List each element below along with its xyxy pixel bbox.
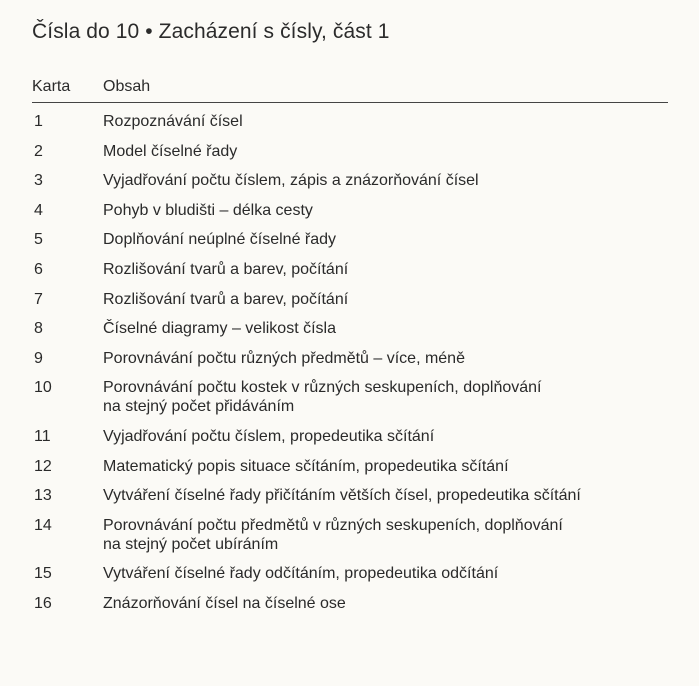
card-content: Porovnávání počtu předmětů v různých seskupeních, doplňování na stejný počet ubíráním [103, 516, 563, 553]
card-number: 10 [34, 379, 52, 397]
column-header-card: Karta [32, 78, 71, 95]
card-content: Pohyb v bludišti – délka cesty [103, 201, 313, 219]
table-row [32, 564, 672, 583]
card-number: 14 [34, 516, 52, 534]
card-number: 12 [34, 457, 52, 475]
card-content: Číselné diagramy – velikost čísla [103, 320, 336, 338]
card-number: 15 [34, 565, 52, 583]
card-number: 8 [34, 320, 43, 338]
table-header [32, 78, 668, 103]
table-row [32, 516, 672, 554]
card-number: 11 [34, 427, 51, 445]
table-row [32, 457, 672, 476]
table-row [32, 230, 672, 249]
card-content: Rozpoznávání čísel [103, 113, 243, 130]
card-content: Porovnávání počtu různých předmětů – více, méně [103, 349, 465, 367]
card-number: 9 [34, 349, 43, 367]
table-row [32, 260, 672, 279]
table-row [32, 427, 672, 446]
table-row [32, 171, 672, 190]
card-content: Vyjadřování počtu číslem, propedeutika sčítání [103, 427, 435, 445]
table-row [32, 290, 672, 309]
card-number: 2 [34, 142, 43, 160]
card-number: 3 [34, 172, 43, 190]
card-content: Porovnávání počtu kostek v různých seskupeních, doplňování na stejný počet přidáváním [103, 379, 542, 416]
table-body [32, 112, 672, 624]
card-number: 5 [34, 231, 43, 249]
table-row [32, 486, 672, 505]
table-row [32, 594, 672, 613]
card-content: Vytváření číselné řady odčítáním, propedeutika odčítání [103, 565, 499, 583]
card-content: Doplňování neúplné číselné řady [103, 231, 337, 249]
card-number: 1 [34, 113, 43, 130]
column-header-content: Obsah [103, 78, 151, 95]
table-row [32, 378, 672, 416]
card-content: Model číselné řady [103, 142, 238, 160]
card-number: 6 [34, 260, 43, 278]
card-number: 16 [34, 594, 52, 612]
card-number: 13 [34, 487, 52, 505]
page-title: Čísla do 10 • Zacházení s čísly, část 1 [32, 20, 390, 43]
card-number: 7 [34, 290, 43, 308]
card-content: Rozlišování tvarů a barev, počítání [103, 290, 349, 308]
card-content: Rozlišování tvarů a barev, počítání [103, 260, 349, 278]
table-row [32, 142, 672, 161]
card-content: Znázorňování čísel na číselné ose [103, 594, 346, 612]
table-row [32, 349, 672, 368]
table-row [32, 319, 672, 338]
card-number: 4 [34, 201, 43, 219]
card-content: Vyjadřování počtu číslem, zápis a znázorňování čísel [103, 172, 479, 190]
table-row [32, 112, 672, 131]
card-content: Matematický popis situace sčítáním, propedeutika sčítání [103, 457, 509, 475]
card-content: Vytváření číselné řady přičítáním větších čísel, propedeutika sčítání [103, 487, 581, 505]
table-row [32, 201, 672, 220]
